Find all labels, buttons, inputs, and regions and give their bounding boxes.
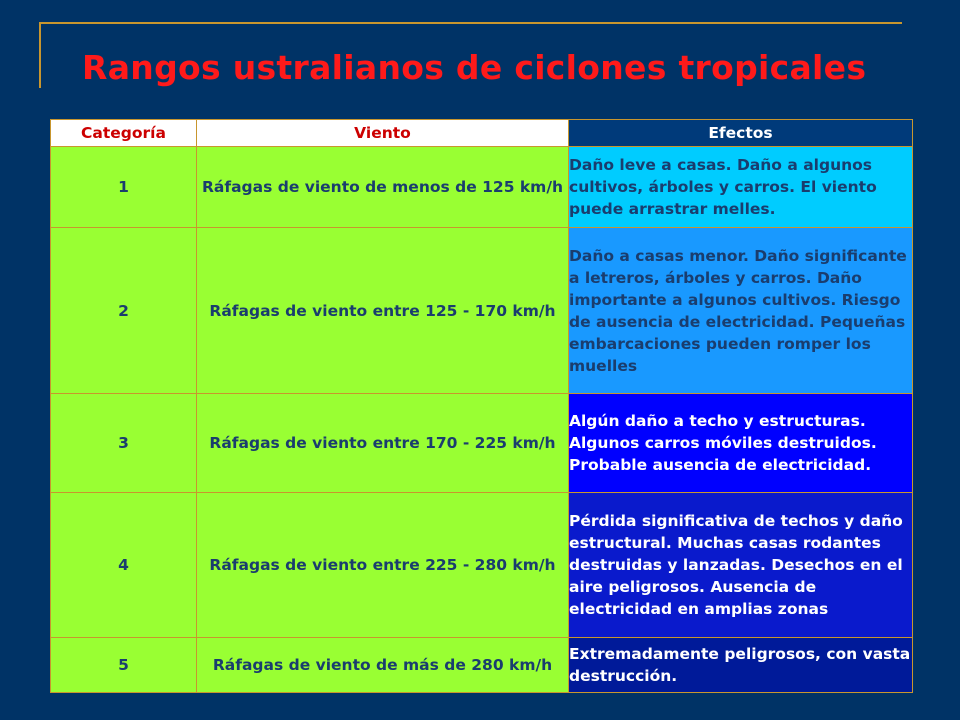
effects-cell: Extremadamente peligrosos, con vasta destrucción.	[569, 638, 913, 693]
effects-cell: Pérdida significativa de techos y daño estructural. Muchas casas rodantes destruidas y lanzadas. Desechos en el aire peligrosos. Ausencia de electricidad en amplias zonas	[569, 493, 913, 638]
slide-title: Rangos ustralianos de ciclones tropicales	[82, 48, 867, 87]
table-row	[51, 394, 913, 493]
wind-cell: Ráfagas de viento entre 225 - 280 km/h	[197, 493, 569, 638]
table-row	[51, 638, 913, 693]
category-cell: 2	[51, 228, 197, 394]
wind-cell: Ráfagas de viento entre 125 - 170 km/h	[197, 228, 569, 394]
wind-cell: Ráfagas de viento entre 170 - 225 km/h	[197, 394, 569, 493]
effects-cell: Daño leve a casas. Daño a algunos cultivos, árboles y carros. El viento puede arrastrar melles.	[569, 147, 913, 228]
frame-top-line	[40, 22, 902, 24]
table-row	[51, 493, 913, 638]
cyclone-table	[50, 119, 913, 693]
frame-left-line	[39, 22, 41, 88]
wind-cell: Ráfagas de viento de menos de 125 km/h	[197, 147, 569, 228]
table-row	[51, 228, 913, 394]
effects-cell: Daño a casas menor. Daño significante a letreros, árboles y carros. Daño importante a algunos cultivos. Riesgo de ausencia de electricidad. Pequeñas embarcaciones pueden romper los muelles	[569, 228, 913, 394]
header-wind: Viento	[197, 120, 569, 147]
header-category: Categoría	[51, 120, 197, 147]
effects-cell: Algún daño a techo y estructuras. Algunos carros móviles destruidos. Probable ausencia de electricidad.	[569, 394, 913, 493]
header-effects: Efectos	[569, 120, 913, 147]
table-row	[51, 147, 913, 228]
category-cell: 4	[51, 493, 197, 638]
category-cell: 3	[51, 394, 197, 493]
header-row	[51, 120, 913, 147]
category-cell: 1	[51, 147, 197, 228]
wind-cell: Ráfagas de viento de más de 280 km/h	[197, 638, 569, 693]
category-cell: 5	[51, 638, 197, 693]
